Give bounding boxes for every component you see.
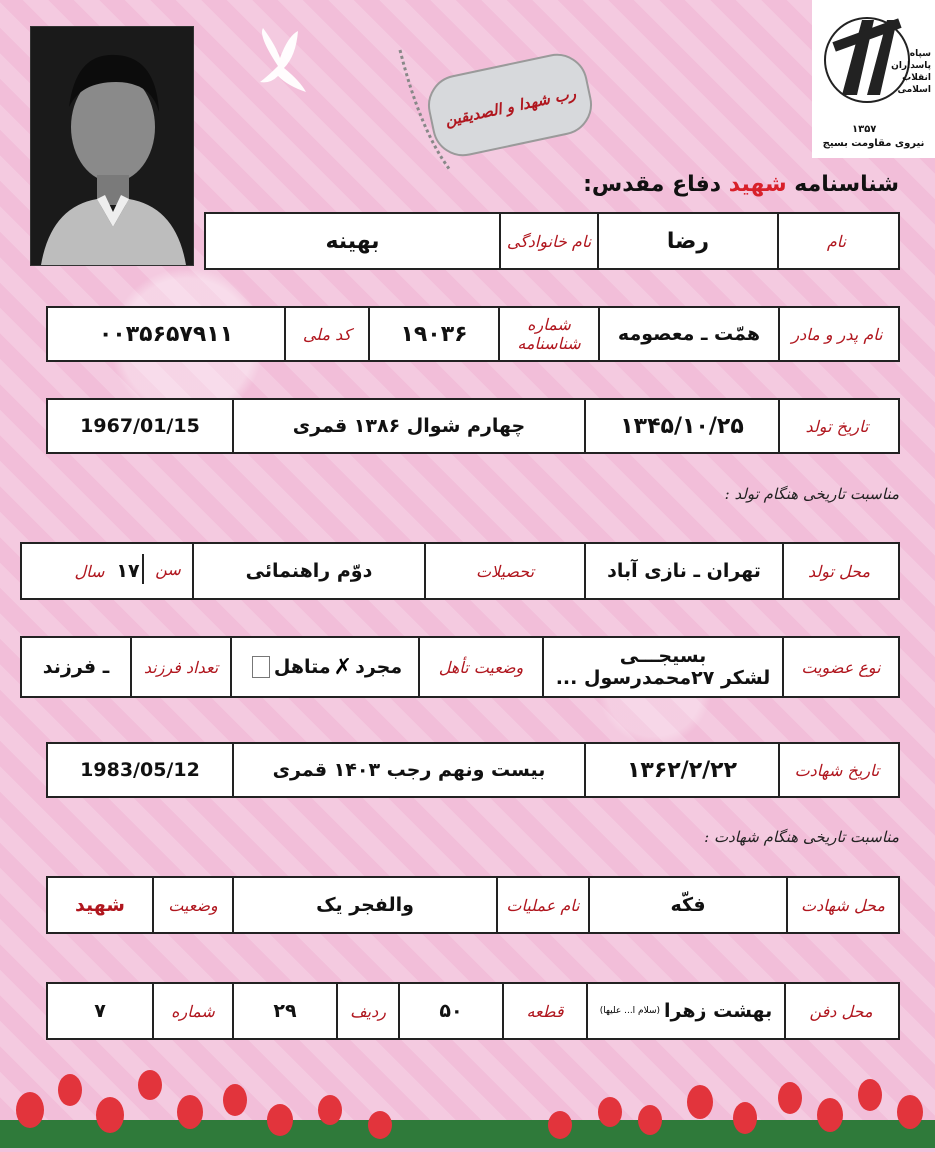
martyr-solar-value: ۱۳۶۲/۲/۲۲ [586, 744, 780, 796]
logo-line3: انقلاب [902, 73, 931, 83]
martyr-place-value: فکّه [590, 878, 788, 932]
parents-label: نام پدر و مادر [780, 308, 894, 360]
logo-caption: نیروی مقاومت بسیج [822, 138, 925, 149]
education-label: تحصیلات [426, 544, 586, 598]
marital-options [232, 638, 420, 696]
tag-text: رب شهدا و الصدیقین [443, 84, 578, 130]
married-label: متاهل [273, 656, 331, 678]
row-birth-date [46, 398, 900, 454]
status-label: وضعیت [154, 878, 234, 932]
burial-place: بهشت زهرا [664, 1000, 773, 1022]
children-value: ـ فرزند [22, 638, 132, 696]
burial-note: (سلام ا... علیها) [599, 1006, 661, 1016]
row-value: ۲۹ [234, 984, 338, 1038]
logo-line4: اسلامی [897, 85, 931, 95]
dove-icon [248, 26, 308, 100]
row-martyr-place [46, 876, 900, 934]
children-label: تعداد فرزند [132, 638, 232, 696]
martyr-place-label: محل شهادت [788, 878, 898, 932]
birth-place-value: تهران ـ نازی آباد [586, 544, 784, 598]
tulip-field-decoration [0, 1040, 935, 1148]
row-membership [20, 636, 900, 698]
logo-year: ۱۳۵۷ [852, 124, 877, 135]
martyr-occasion-note: مناسبت تاریخی هنگام شهادت : [704, 828, 899, 846]
birth-solar-value: ۱۳۴۵/۱۰/۲۵ [586, 400, 780, 452]
family-label: نام خانوادگی [501, 214, 599, 268]
birth-lunar-value: چهارم شوال ۱۳۸۶ قمری [234, 400, 586, 452]
plot-value: ۵۰ [400, 984, 504, 1038]
age-unit: سال [68, 562, 110, 581]
dog-tag-emblem [390, 30, 610, 184]
membership-value [544, 638, 784, 696]
row-label: ردیف [338, 984, 400, 1038]
page-title [583, 172, 899, 197]
birth-place-label: محل تولد [784, 544, 894, 598]
martyr-lunar-value: بیست ونهم رجب ۱۴۰۳ قمری [234, 744, 586, 796]
id-number-value: ۱۹۰۳۶ [370, 308, 500, 360]
name-label: نام [779, 214, 894, 268]
membership-line1: بسیجـــی [619, 645, 707, 667]
membership-label: نوع عضویت [784, 638, 898, 696]
row-parents [46, 306, 900, 362]
married-checkbox[interactable] [252, 656, 270, 678]
title-highlight: شهید [728, 172, 787, 197]
logo-line2: پاسداران [891, 61, 931, 71]
basij-logo [812, 0, 935, 158]
national-code-value: ۰۰۳۵۶۵۷۹۱۱ [48, 308, 286, 360]
martyr-photo [30, 26, 194, 266]
burial-label: محل دفن [786, 984, 896, 1038]
birth-greg-value: 1967/01/15 [48, 400, 234, 452]
grave-number-value: ۷ [48, 984, 154, 1038]
age-label: سن [142, 554, 194, 584]
name-value: رضا [599, 214, 779, 268]
marital-label: وضعیت تأهل [420, 638, 544, 696]
row-name [204, 212, 900, 270]
single-checkbox-checked[interactable]: ✗ [333, 654, 353, 680]
operation-label: نام عملیات [498, 878, 590, 932]
single-label: مجرد [355, 656, 403, 678]
title-suffix: دفاع مقدس: [583, 172, 722, 197]
education-value: دوّم راهنمائی [194, 544, 426, 598]
birth-date-label: تاریخ تولد [780, 400, 894, 452]
row-martyr-date [46, 742, 900, 798]
martyr-greg-value: 1983/05/12 [48, 744, 234, 796]
national-code-label: کد ملی [286, 308, 370, 360]
age-value: ۱۷ [116, 560, 140, 582]
plot-label: قطعه [504, 984, 588, 1038]
grave-number-label: شماره [154, 984, 234, 1038]
birth-occasion-note: مناسبت تاریخی هنگام تولد : [724, 485, 899, 503]
id-number-label: شماره شناسنامه [500, 308, 600, 360]
row-burial [46, 982, 900, 1040]
family-value: بهینه [206, 214, 501, 268]
operation-value: والفجر یک [234, 878, 498, 932]
logo-line1: سپاه [909, 49, 931, 59]
title-prefix: شناسنامه [794, 172, 899, 197]
parents-value: همّت ـ معصومه [600, 308, 780, 360]
status-value: شهید [48, 878, 154, 932]
membership-line2: لشکر ۲۷محمدرسول ... [555, 667, 771, 689]
martyr-date-label: تاریخ شهادت [780, 744, 894, 796]
burial-place-value [588, 984, 786, 1038]
